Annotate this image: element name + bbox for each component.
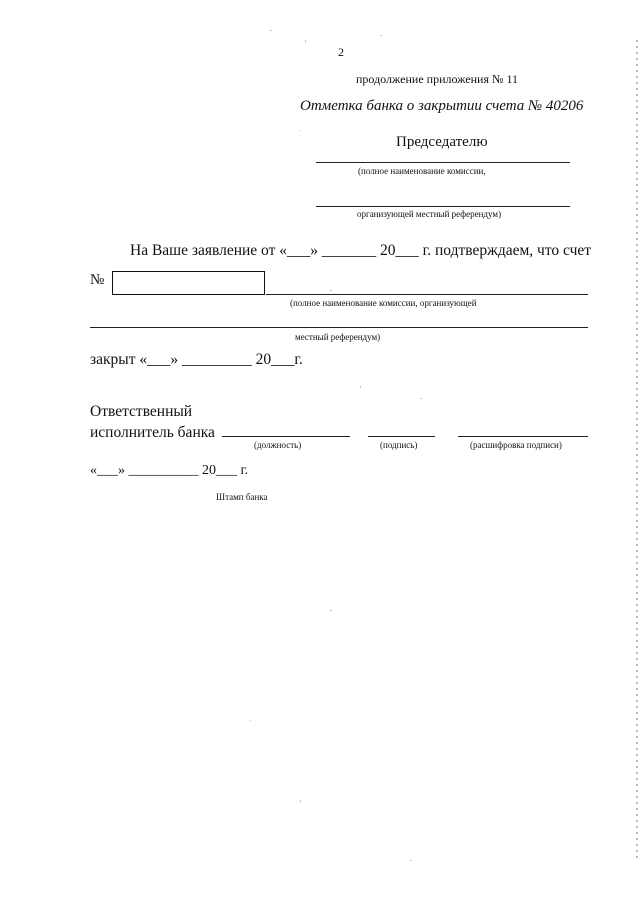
scan-edge-artifact [636,40,638,860]
page-number: 2 [338,45,344,59]
scan-speck [360,386,361,388]
account-number-label: № [90,272,105,288]
commission-name-line-2 [316,206,570,207]
addressee: Председателю [396,134,488,150]
scan-speck [410,860,412,861]
scan-speck [250,720,251,721]
commission-name-caption-1: (полное наименование комиссии, [358,166,486,176]
referendum-caption: местный референдум) [295,332,381,342]
account-number-box [112,271,265,295]
signing-date-line: «___» __________ 20___ г. [90,463,249,478]
form-title: Отметка банка о закрытии счета № 40206 [300,98,584,114]
confirmation-statement: На Ваше заявление от «___» _______ 20___ г. подтверждаем, что счет [130,242,592,259]
scan-speck [420,398,422,399]
closed-date-line: закрыт «___» _________ 20___г. [90,351,303,368]
commission-full-name-caption: (полное наименование комиссии, организующей [290,298,477,308]
scan-speck [380,35,382,36]
position-caption: (должность) [254,440,302,450]
signature-line [368,436,435,437]
signature-decoding-caption: (расшифровка подписи) [470,440,562,450]
responsible-label-2: исполнитель банка [90,424,215,441]
commission-name-line-1 [316,162,570,163]
scan-speck [270,30,272,31]
commission-full-name-line [266,294,588,295]
commission-name-caption-2: организующей местный референдум) [357,209,502,219]
position-line [222,436,350,437]
signature-decoding-line [458,436,588,437]
scan-speck [300,800,301,802]
signature-caption: (подпись) [380,440,418,450]
referendum-line [90,327,588,328]
scan-speck [300,130,301,131]
responsible-label-1: Ответственный [90,403,193,420]
scan-speck [305,40,306,42]
scan-speck [330,610,332,611]
appendix-continuation: продолжение приложения № 11 [356,72,518,86]
scan-speck [330,290,332,291]
bank-stamp-label: Штамп банка [216,492,268,502]
